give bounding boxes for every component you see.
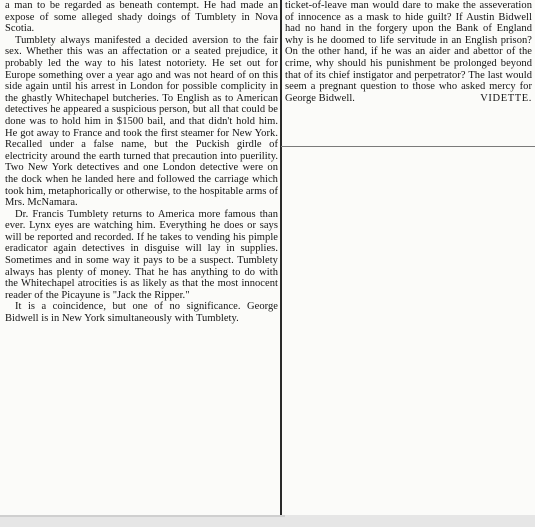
- right-text-column: [285, 0, 532, 146]
- column-divider: [280, 0, 282, 515]
- signature: VIDETTE.: [480, 92, 532, 104]
- right-column-end-rule: [281, 146, 535, 147]
- paragraph-3: Dr. Francis Tumblety returns to America more famous than ever. Lynx eyes are watching him. Everything he does or says will be reported and recorded. If he takes to vending his pimple eradicator again detectives in disguise will lay in supplies. Sometimes and in some way it pays to be a suspect. Tumblety always has plenty of money. That he has anything to do with the Whitechapel atrocities is as likely as that the most innocent reader of the Picayune is "Jack the Ripper.": [5, 208, 278, 301]
- paragraph-1: a man to be regarded as beneath contempt. He had made an expose of some alleged shady doings of Tumblety in Nova Scotia.: [5, 0, 278, 35]
- paragraph-2: Tumblety always manifested a decided aversion to the fair sex. Whether this was an affectation or a seated prejudice, it probably led the way to his latest notoriety. He set out for Europe something over a year ago and was not heard of on this side again until his arrest in London for possible complicity in the ghastly Whitechapel butcheries. To English as to American detectives he appeared a suspicious person, but all that could be done was to hold him in $1500 bail, and that didn't hold him. He got away to France and took the first steamer for New York. Recalled under a false name, but the Puckish girdle of electricity around the earth turned that precaution into puerility. Two New York detectives and one London detective were on the dock when he landed here and followed the carriage which took him, metaphorically or otherwise, to the hospitable arms of Mrs. McNamara.: [5, 34, 278, 209]
- bottom-scan-edge-shadow: [0, 515, 285, 517]
- left-text-column: [5, 0, 278, 515]
- right-paragraph-text: ticket-of-leave man would dare to make the asseveration of innocence as a mask to hide guilt? If Austin Bidwell had no hand in the forgery upon the Bank of England why is he doomed to life servitude in an English prison? On the other hand, if he was an aider and abettor of the crime, why should his punishment be prolonged beyond that of its chief instigator and perpetrator? The last would seem a pregnant question to those who asked mercy for George Bidwell.: [285, 0, 532, 104]
- right-paragraph: [285, 0, 532, 104]
- paragraph-4: It is a coincidence, but one of no significance. George Bidwell is in New York simultaneously with Tumblety.: [5, 301, 278, 325]
